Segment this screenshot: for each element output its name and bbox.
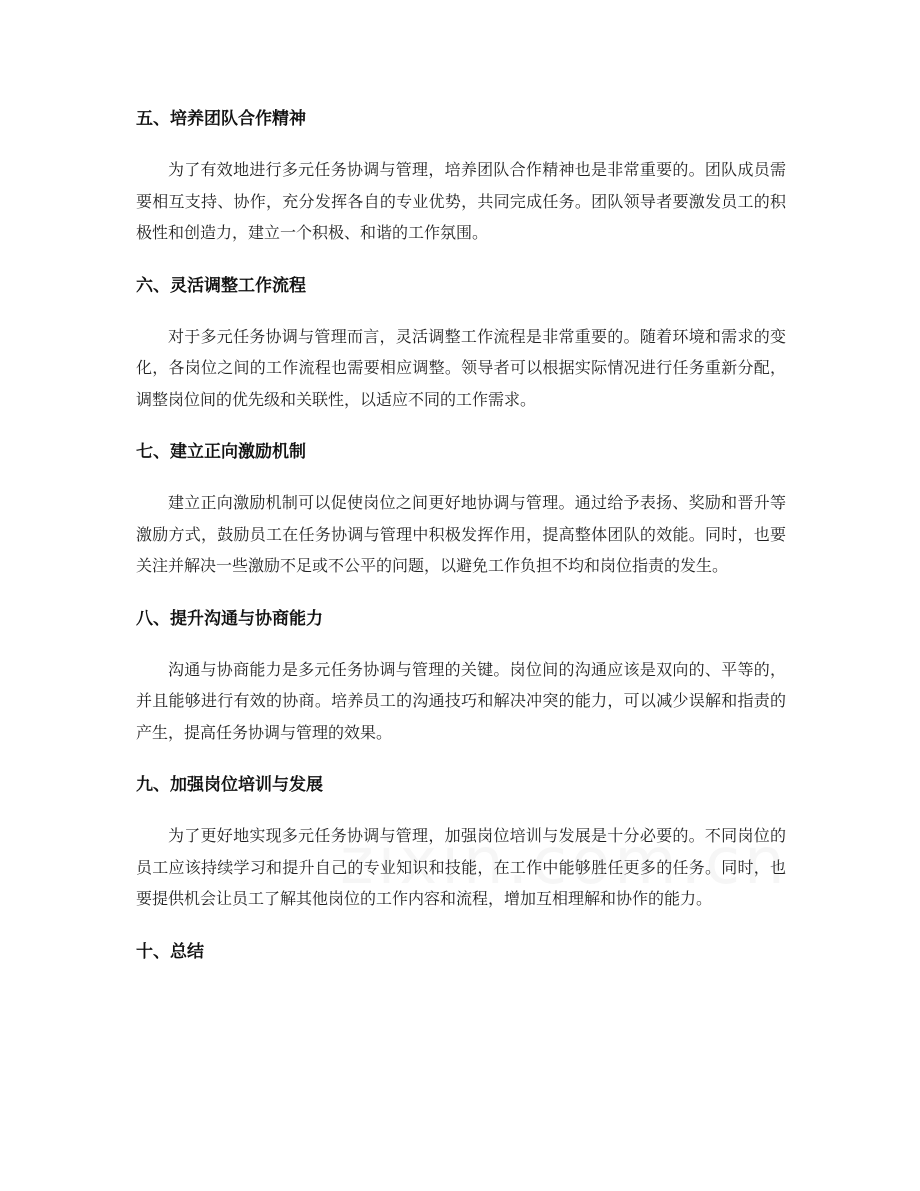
- document-content: [136, 104, 786, 967]
- section-paragraph-6: 对于多元任务协调与管理而言，灵活调整工作流程是非常重要的。随着环境和需求的变化，各岗位之间的工作流程也需要相应调整。领导者可以根据实际情况进行任务重新分配，调整岗位间的优先级和关联性，以适应不同的工作需求。: [136, 326, 786, 409]
- section-paragraph-9: 为了更好地实现多元任务协调与管理，加强岗位培训与发展是十分必要的。不同岗位的员工应该持续学习和提升自己的专业知识和技能，在工作中能够胜任更多的任务。同时，也要提供机会让员工了解其他岗位的工作内容和流程，增加互相理解和协作的能力。: [136, 826, 786, 908]
- section-heading-6: 六、灵活调整工作流程: [136, 275, 306, 296]
- section-paragraph-8: 沟通与协商能力是多元任务协调与管理的关键。岗位间的沟通应该是双向的、平等的，并且能够进行有效的协商。培养员工的沟通技巧和解决冲突的能力，可以减少误解和指责的产生，提高任务协调与管理的效果。: [136, 659, 786, 742]
- section-paragraph-5: 为了有效地进行多元任务协调与管理，培养团队合作精神也是非常重要的。团队成员需要相互支持、协作，充分发挥各自的专业优势，共同完成任务。团队领导者要激发员工的积极性和创造力，建立一个积极、和谐的工作氛围。: [136, 160, 786, 242]
- section-paragraph-7: 建立正向激励机制可以促使岗位之间更好地协调与管理。通过给予表扬、奖励和晋升等激励方式，鼓励员工在任务协调与管理中积极发挥作用，提高整体团队的效能。同时，也要关注并解决一些激励不足或不公平的问题，以避免工作负担不均和岗位指责的发生。: [136, 493, 786, 575]
- section-heading-10: 十、总结: [136, 941, 204, 962]
- section-heading-8: 八、提升沟通与协商能力: [136, 608, 323, 629]
- section-heading-7: 七、建立正向激励机制: [136, 442, 306, 462]
- section-heading-9: 九、加强岗位培训与发展: [136, 775, 323, 795]
- section-heading-5: 五、培养团队合作精神: [136, 109, 306, 129]
